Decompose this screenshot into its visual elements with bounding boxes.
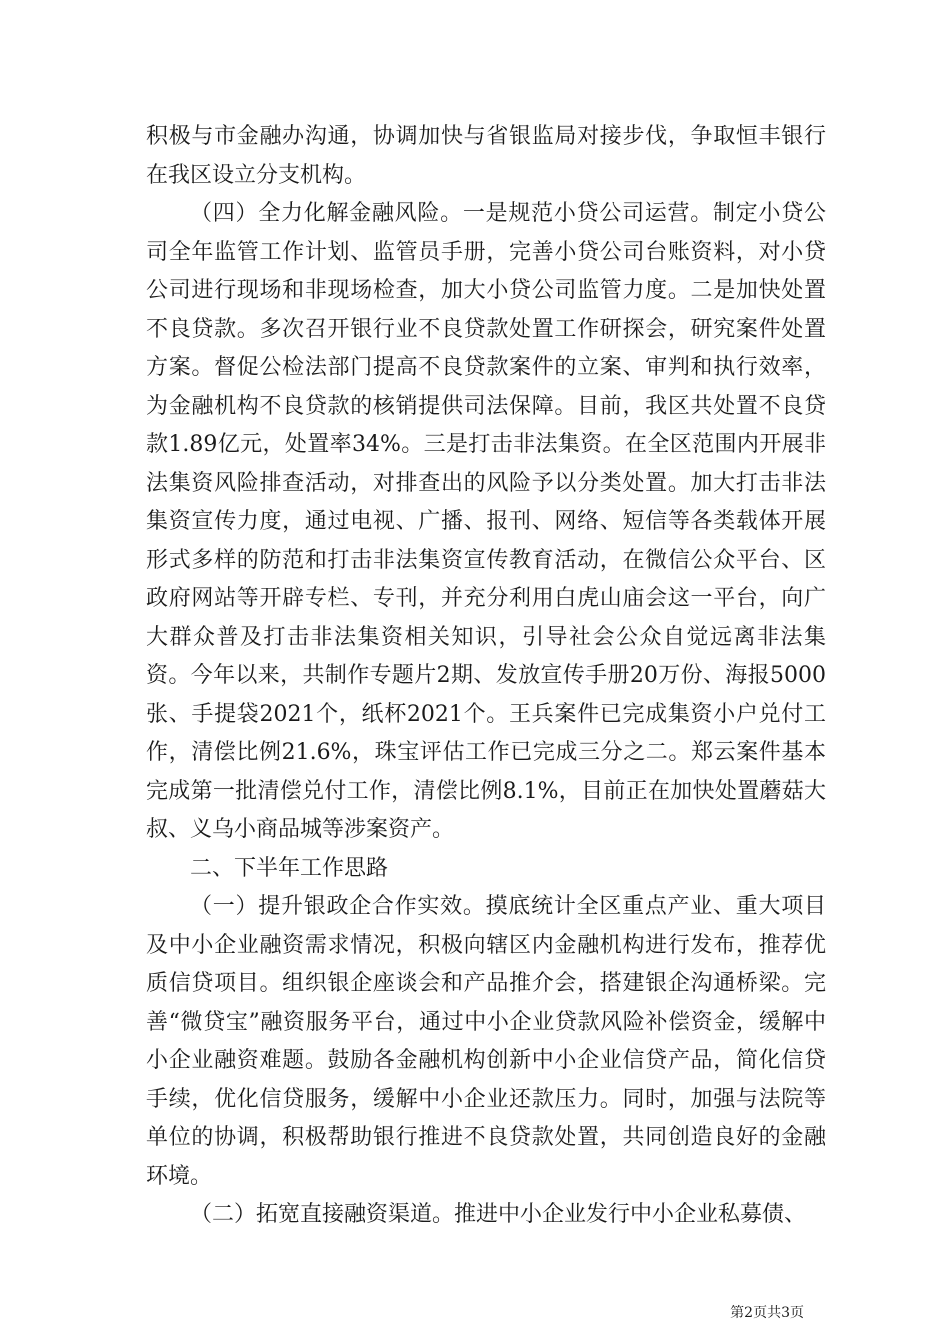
paragraph-continuation: 积极与市金融办沟通，协调加快与省银监局对接步伐，争取恒丰银行在我区设立分支机构。 xyxy=(146,124,826,188)
paragraph-bank-government-cooperation: （一）提升银政企合作实效。摸底统计全区重点产业、重大项目及中小企业融资需求情况，积极向辖区内金融机构进行发布，推荐优质信贷项目。组织银企座谈会和产品推介会，搭建银企沟通桥梁。完善“微贷宝”融资服务平台，通过中小企业贷款风险补偿资金，缓解中小企业融资难题。鼓励各金融机构创新中小企业信贷产品，简化信贷手续，优化信贷服务，缓解中小企业还款压力。同时，加强与法院等单位的协调，积极帮助银行推进不良贷款处置，共同创造良好的金融环境。 xyxy=(146,894,826,1189)
document-body xyxy=(146,118,826,1235)
paragraph-direct-financing: （二）拓宽直接融资渠道。推进中小企业发行中小企业私募债、 xyxy=(190,1202,807,1227)
page-number: 第2页共3页 xyxy=(730,1305,804,1321)
section-heading-second-half-plan: 二、下半年工作思路 xyxy=(190,855,389,881)
paragraph-financial-risk: （四）全力化解金融风险。一是规范小贷公司运营。制定小贷公司全年监管工作计划、监管员手册，完善小贷公司台账资料，对小贷公司进行现场和非现场检查，加大小贷公司监管力度。二是加快处置不良贷款。多次召开银行业不良贷款处置工作研探会，研究案件处置方案。督促公检法部门提高不良贷款案件的立案、审判和执行效率，为金融机构不良贷款的核销提供司法保障。目前，我区共处置不良贷款1.89亿元，处置率34%。三是打击非法集资。在全区范围内开展非法集资风险排查活动，对排查出的风险予以分类处置。加大打击非法集资宣传力度，通过电视、广播、报刊、网络、短信等各类载体开展形式多样的防范和打击非法集资宣传教育活动，在微信公众平台、区政府网站等开辟专栏、专刊，并充分利用白虎山庙会这一平台，向广大群众普及打击非法集资相关知识，引导社会公众自觉远离非法集资。今年以来，共制作专题片2期、发放宣传手册20万份、海报5000张、手提袋2021个，纸杯2021个。王兵案件已完成集资小户兑付工作，清偿比例21.6%，珠宝评估工作已完成三分之二。郑云案件基本完成第一批清偿兑付工作，清偿比例8.1%，目前正在加快处置蘑菇大叔、义乌小商品城等涉案资产。 xyxy=(146,201,826,842)
